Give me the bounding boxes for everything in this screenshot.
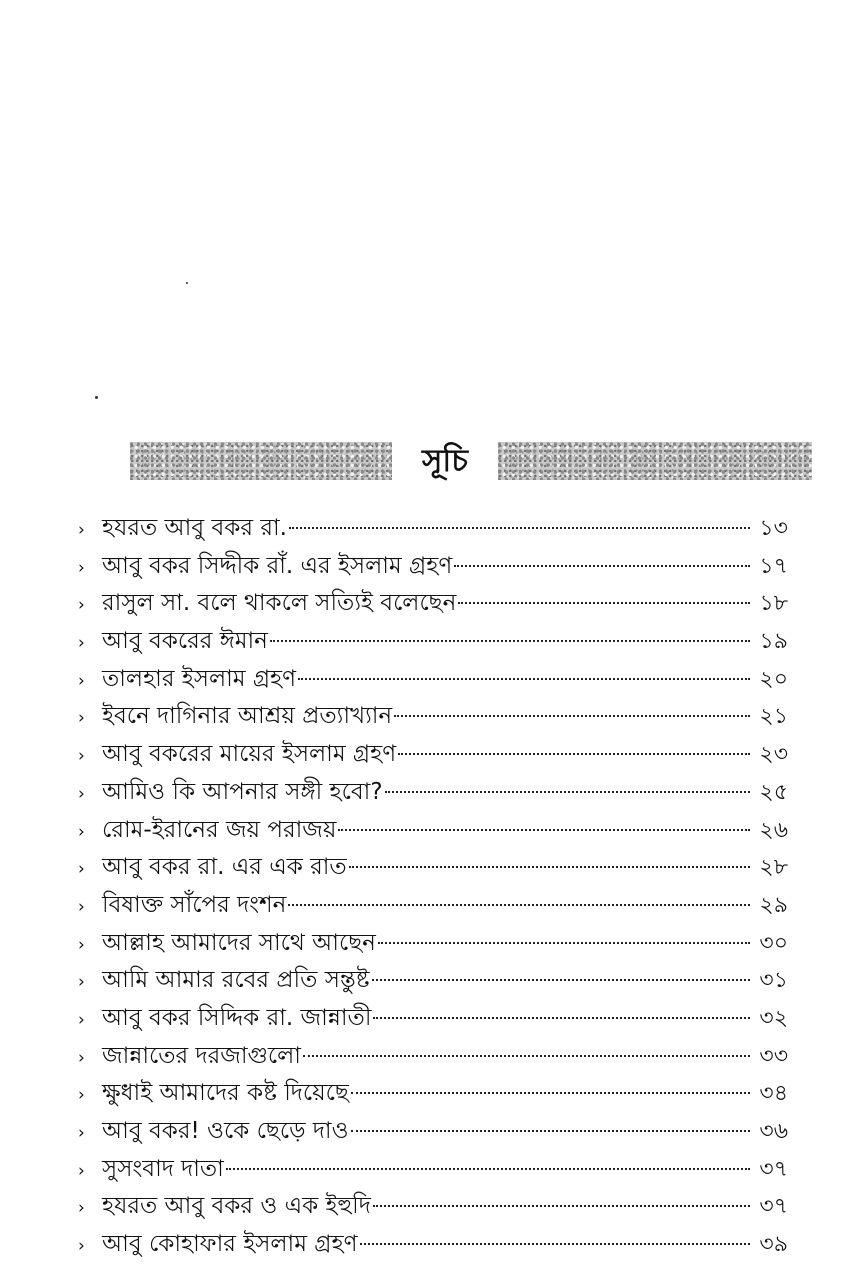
bullet-icon: › [78,1160,85,1181]
bullet-icon: › [78,896,85,917]
scan-speck [95,396,98,399]
dotted-leader [298,678,750,680]
bullet-icon: › [78,972,85,993]
bullet-icon: › [78,595,85,616]
toc-entry-page-number: ১৭ [759,553,788,579]
toc-entry [78,585,788,623]
bullet-icon: › [78,1085,85,1106]
dotted-leader [289,527,750,529]
dotted-leader [372,979,750,981]
toc-entry-page-number: ৩২ [759,1005,788,1031]
dotted-leader [378,942,750,944]
toc-entry-page-number: ১৯ [759,629,788,655]
toc-entry [78,1075,788,1113]
toc-entry [78,1151,788,1189]
toc-entry [78,661,788,699]
toc-entry-title: আবু বকরের মায়ের ইসলাম গ্রহণ [102,741,397,768]
toc-entry [78,887,788,925]
decorative-band-left [130,442,392,480]
toc-entry-title: আমিও কি আপনার সঙ্গী হবো? [102,778,383,805]
dotted-leader [288,904,750,906]
toc-entry-title: হযরত আবু বকর ও এক ইহুদি [102,1193,371,1220]
bullet-icon: › [78,633,85,654]
toc-entry-title: আমি আমার রবের প্রতি সন্তুষ্ট [102,967,370,994]
toc-entry-page-number: ২১ [759,704,788,730]
bullet-icon: › [78,783,85,804]
toc-entry-page-number: ৩৩ [759,1043,788,1069]
toc-entry-page-number: ৩৯ [759,1232,788,1258]
toc-entry [78,962,788,1000]
page-title: সূচি [421,443,469,479]
dotted-leader [394,715,750,717]
bullet-icon: › [78,934,85,955]
toc-entry-title: আবু বকর! ওকে ছেড়ে দাও [102,1118,349,1144]
toc-entry-page-number: ১৮ [759,591,788,617]
toc-entry-page-number: ৩৪ [759,1081,788,1107]
dotted-leader [338,829,750,831]
toc-entry-page-number: ২৬ [759,817,788,843]
toc-entry [78,1113,788,1151]
toc-entry [78,925,788,963]
toc-entry-title: ক্ষুধাই আমাদের কষ্ট দিয়েছে [102,1080,349,1107]
bullet-icon: › [78,821,85,842]
toc-header [130,438,812,484]
bullet-icon: › [78,708,85,729]
dotted-leader [270,640,750,642]
bullet-icon: › [78,859,85,880]
toc-entry-title: রোম-ইরানের জয় পরাজয় [102,816,337,843]
toc-entry-title: তালহার ইসলাম গ্রহণ [102,665,297,692]
toc-entry [78,1000,788,1038]
toc-entry [78,548,788,586]
decorative-band-right [498,442,812,480]
toc-entry-title: ইবনে দাগিনার আশ্রয় প্রত্যাখ্যান [102,703,393,730]
bullet-icon: › [78,1047,85,1068]
toc-entry-title: আবু বকরের ঈমান [102,628,268,655]
dotted-leader [360,1243,751,1245]
toc-entry-page-number: ৩৬ [759,1119,788,1144]
dotted-leader [373,1017,750,1019]
toc-entry-page-number: ২৫ [759,779,788,805]
toc-entry [78,849,788,887]
toc-entry [78,736,788,774]
toc-entry-page-number: ১৩ [759,516,788,541]
toc-entry-page-number: ৩১ [759,968,788,994]
toc-entry-title: রাসুল সা. বলে থাকলে সত্যিই বলেছেন [102,590,457,617]
toc-entry-title: আবু বকর সিদ্দীক রাঁ. এর ইসলাম গ্রহণ [102,552,453,579]
table-of-contents [78,510,788,1264]
toc-entry [78,812,788,850]
bullet-icon: › [78,1009,85,1030]
dotted-leader [303,1055,750,1057]
toc-entry-page-number: ৩৭ [759,1156,788,1182]
toc-entry-title: জান্নাতের দরজাগুলো [102,1042,301,1069]
dotted-leader [351,1092,750,1094]
dotted-leader [351,1130,750,1132]
bullet-icon: › [78,1198,85,1219]
dotted-leader [398,753,750,755]
bullet-icon: › [78,670,85,691]
dotted-leader [458,602,750,604]
toc-entry-title: আবু বকর সিদ্দিক রা. জান্নাতী [102,1004,372,1031]
toc-entry-page-number: ৩০ [759,930,788,956]
toc-entry [78,774,788,812]
toc-entry-page-number: ২৯ [759,892,788,918]
toc-entry [78,1038,788,1076]
dotted-leader [226,1168,750,1170]
dotted-leader [373,1205,750,1207]
toc-entry-page-number: ২৮ [759,855,788,881]
bullet-icon: › [78,1236,85,1257]
bullet-icon: › [78,557,85,578]
toc-entry-page-number: ৩৭ [759,1194,788,1220]
scan-speck [186,282,188,284]
toc-entry [78,1188,788,1226]
dotted-leader [349,866,750,868]
bullet-icon: › [78,1123,85,1143]
toc-entry-title: বিষাক্ত সাঁপের দংশন [102,891,287,918]
toc-entry-page-number: ২৩ [759,742,788,768]
toc-entry-title: আল্লাহ আমাদের সাথে আছেন [102,929,376,956]
toc-entry-title: হযরত আবু বকর রা. [102,515,287,541]
toc-entry-title: আবু কোহাফার ইসলাম গ্রহণ [102,1231,358,1258]
toc-entry [78,698,788,736]
dotted-leader [385,791,750,793]
toc-entry-page-number: ২০ [759,666,788,692]
toc-entry [78,623,788,661]
dotted-leader [454,565,750,567]
toc-entry-title: আবু বকর রা. এর এক রাত [102,854,347,881]
toc-entry [78,510,788,548]
toc-entry [78,1226,788,1264]
bullet-icon: › [78,746,85,767]
bullet-icon: › [78,520,85,540]
toc-entry-title: সুসংবাদ দাতা [102,1155,224,1182]
